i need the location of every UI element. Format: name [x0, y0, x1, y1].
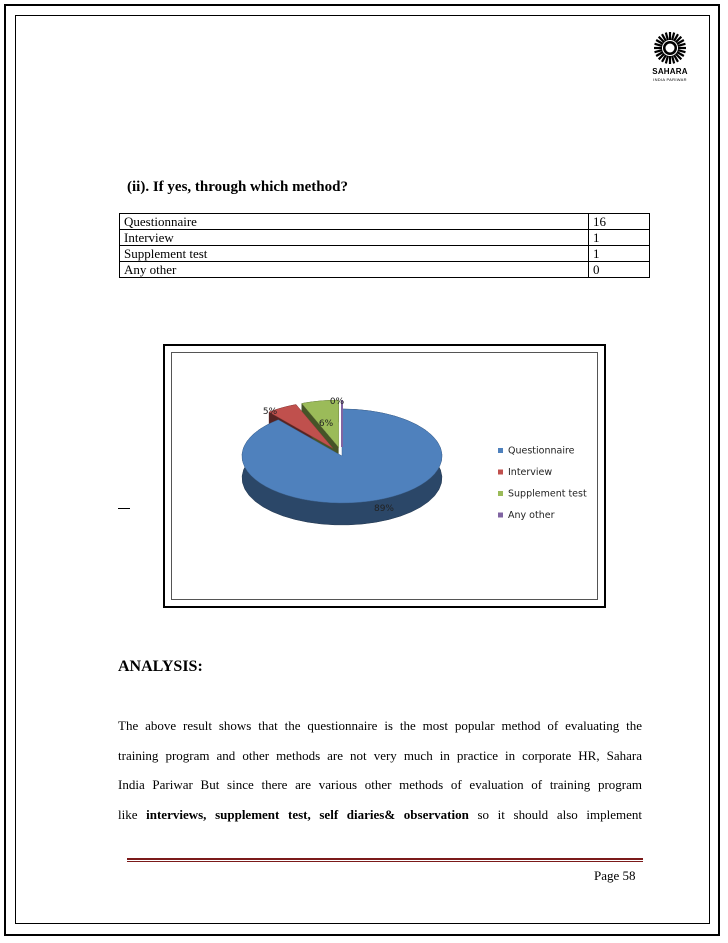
bold-text: interviews, supplement test, self diaries& observation — [146, 806, 469, 822]
method-label: Supplement test — [120, 246, 589, 262]
footer-rule-thin — [127, 861, 643, 862]
legend-label: Supplement test — [508, 488, 587, 500]
chart-area — [171, 352, 598, 600]
stray-dash — [118, 508, 130, 509]
text-span: like — [118, 806, 147, 822]
data-label: 6% — [318, 419, 334, 429]
paragraph-line — [118, 770, 642, 800]
table-row — [120, 214, 650, 230]
text-span: training program and other methods are not very much in practice in corporate HR, Sahara — [118, 747, 642, 763]
legend-label: Any other — [508, 510, 555, 521]
paragraph-line — [118, 711, 642, 741]
method-count: 16 — [589, 214, 650, 230]
analysis-paragraph — [118, 711, 642, 829]
text-span: India Pariwar But since there are various other methods of evaluation of training program — [118, 777, 642, 792]
text-span: so it should also implement — [468, 806, 643, 822]
method-label: Any other — [120, 262, 589, 278]
legend-swatch — [498, 448, 503, 453]
method-count: 0 — [589, 262, 650, 278]
logo-subtitle: INDIA PARIWAR — [653, 77, 687, 82]
table-row — [120, 246, 650, 262]
method-label: Questionnaire — [120, 214, 589, 230]
legend-swatch — [498, 491, 503, 496]
question-heading: (ii). If yes, through which method? — [127, 179, 348, 195]
logo-name: SAHARA — [652, 67, 688, 76]
analysis-heading: ANALYSIS: — [118, 658, 203, 675]
legend-swatch — [498, 470, 503, 475]
paragraph-line — [118, 800, 642, 830]
sun-emblem-icon — [650, 30, 690, 66]
sahara-logo — [650, 30, 690, 88]
page-number: Page 58 — [594, 868, 636, 883]
legend-label: Interview — [508, 467, 553, 478]
legend-swatch — [498, 513, 503, 518]
table-row — [120, 262, 650, 278]
chart-frame — [163, 344, 606, 608]
text-span: The above result shows that the questionnaire is the most popular method of evaluating the — [118, 718, 642, 733]
legend-label: Questionnaire — [508, 445, 575, 457]
footer-rule — [127, 858, 643, 860]
paragraph-line — [118, 741, 642, 771]
method-count: 1 — [589, 230, 650, 246]
data-label: 0% — [329, 397, 345, 407]
table-row — [120, 230, 650, 246]
method-count: 1 — [589, 246, 650, 262]
data-label: 5% — [262, 407, 278, 417]
pie-chart — [172, 353, 597, 599]
method-label: Interview — [120, 230, 589, 246]
methods-table — [119, 213, 650, 278]
data-label: 89% — [373, 504, 395, 514]
